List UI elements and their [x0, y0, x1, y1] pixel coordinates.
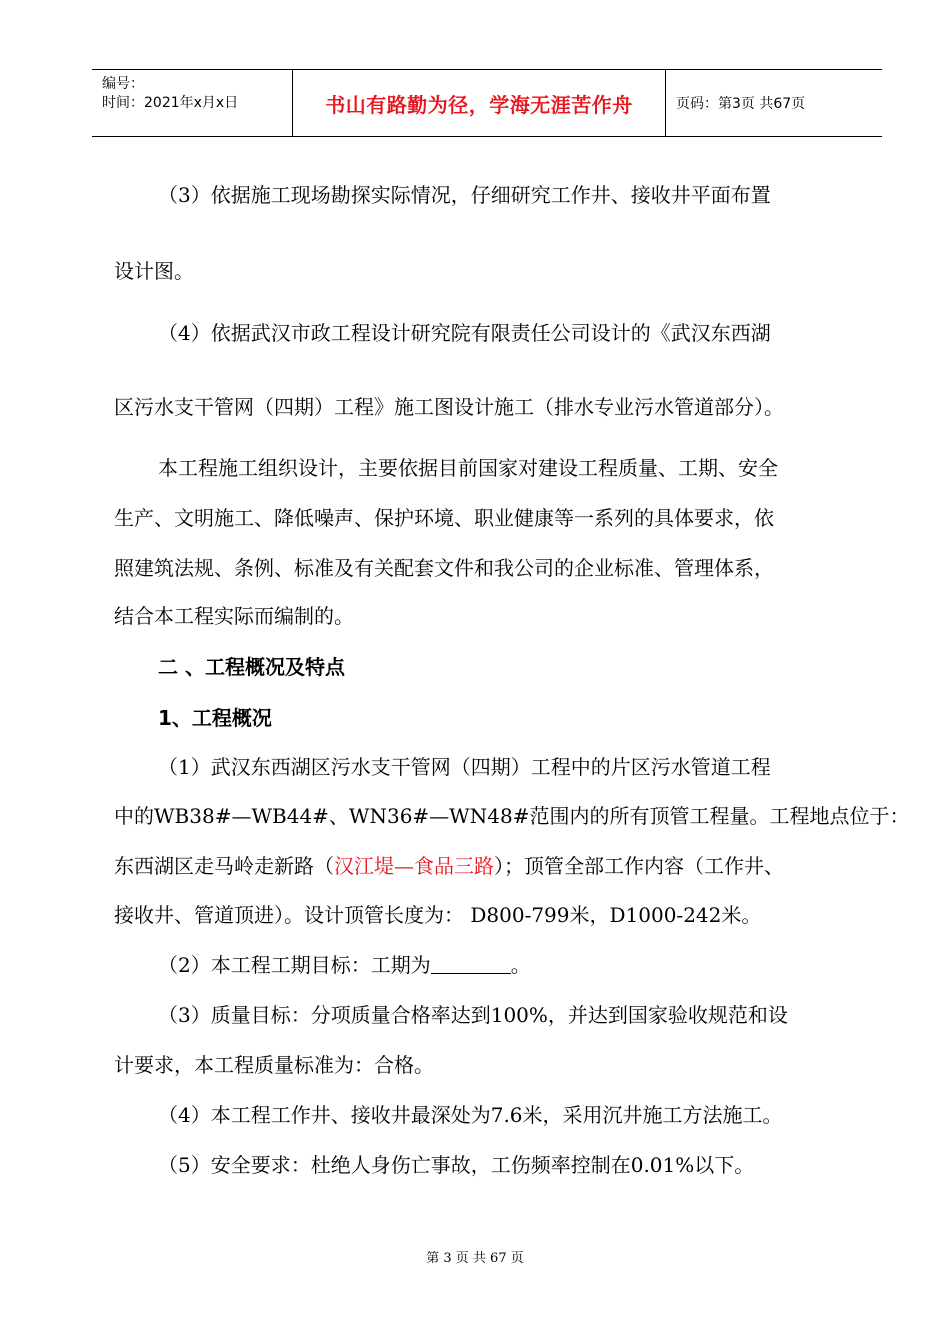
time-label: 时间：2021年x月x日	[102, 95, 239, 111]
paragraph-line: 生产、文明施工、降低噪声、保护环境、职业健康等一系列的具体要求，依	[114, 506, 774, 530]
paragraph-line: 接收井、管道顶进）。设计顶管长度为： D800-799米，D1000-242米。	[114, 903, 762, 927]
paragraph-line: （3）质量目标：分项质量合格率达到100%，并达到国家验收规范和设	[158, 1003, 788, 1027]
paragraph-line: （1）武汉东西湖区污水支干管网（四期）工程中的片区污水管道工程	[158, 755, 771, 779]
header-meta	[92, 70, 292, 136]
road-range-highlight: 汉江堤—食品三路	[334, 854, 494, 878]
text-run: 东西湖区走马岭走新路（	[114, 854, 334, 878]
section-heading: 二 、工程概况及特点	[158, 655, 345, 679]
blank-underline	[431, 953, 511, 974]
paragraph-line: （5）安全要求：杜绝人身伤亡事故，工伤频率控制在0.01%以下。	[158, 1153, 755, 1177]
page-footer: 第 3 页 共 67 页	[426, 1251, 524, 1266]
number-label: 编号：	[102, 76, 144, 92]
paragraph-line: （4）依据武汉市政工程设计研究院有限责任公司设计的《武汉东西湖	[158, 321, 771, 345]
header-divider	[665, 70, 666, 136]
header-page-info: 页码：第3页 共67页	[676, 96, 806, 112]
text-run: ）；顶管全部工作内容（工作井、	[494, 854, 784, 878]
paragraph-line: 本工程施工组织设计，主要依据目前国家对建设工程质量、工期、安全	[158, 456, 778, 480]
page-header	[92, 69, 882, 137]
paragraph-line	[114, 854, 862, 878]
paragraph-line: （3）依据施工现场勘探实际情况，仔细研究工作井、接收井平面布置	[158, 183, 771, 207]
text-run: （2）本工程工期目标：工期为	[158, 953, 431, 977]
paragraph-line: 计要求，本工程质量标准为：合格。	[114, 1053, 434, 1077]
text-run: 。	[510, 953, 531, 977]
subsection-heading: 1、工程概况	[158, 706, 272, 730]
paragraph-line: 设计图。	[114, 259, 194, 283]
paragraph-line: 照建筑法规、条例、标准及有关配套文件和我公司的企业标准、管理体系，	[114, 556, 774, 580]
paragraph-line: （4）本工程工作井、接收井最深处为7.6米，采用沉井施工方法施工。	[158, 1103, 783, 1127]
paragraph-line	[114, 953, 862, 977]
paragraph-line: 结合本工程实际而编制的。	[114, 604, 354, 628]
paragraph-line: 区污水支干管网（四期）工程》施工图设计施工（排水专业污水管道部分）。	[114, 395, 784, 419]
paragraph-line: 中的WB38#—WB44#、WN36#—WN48#范围内的所有顶管工程量。工程地点位于：	[114, 804, 910, 828]
header-motto: 书山有路勤为径，学海无涯苦作舟	[325, 92, 633, 117]
